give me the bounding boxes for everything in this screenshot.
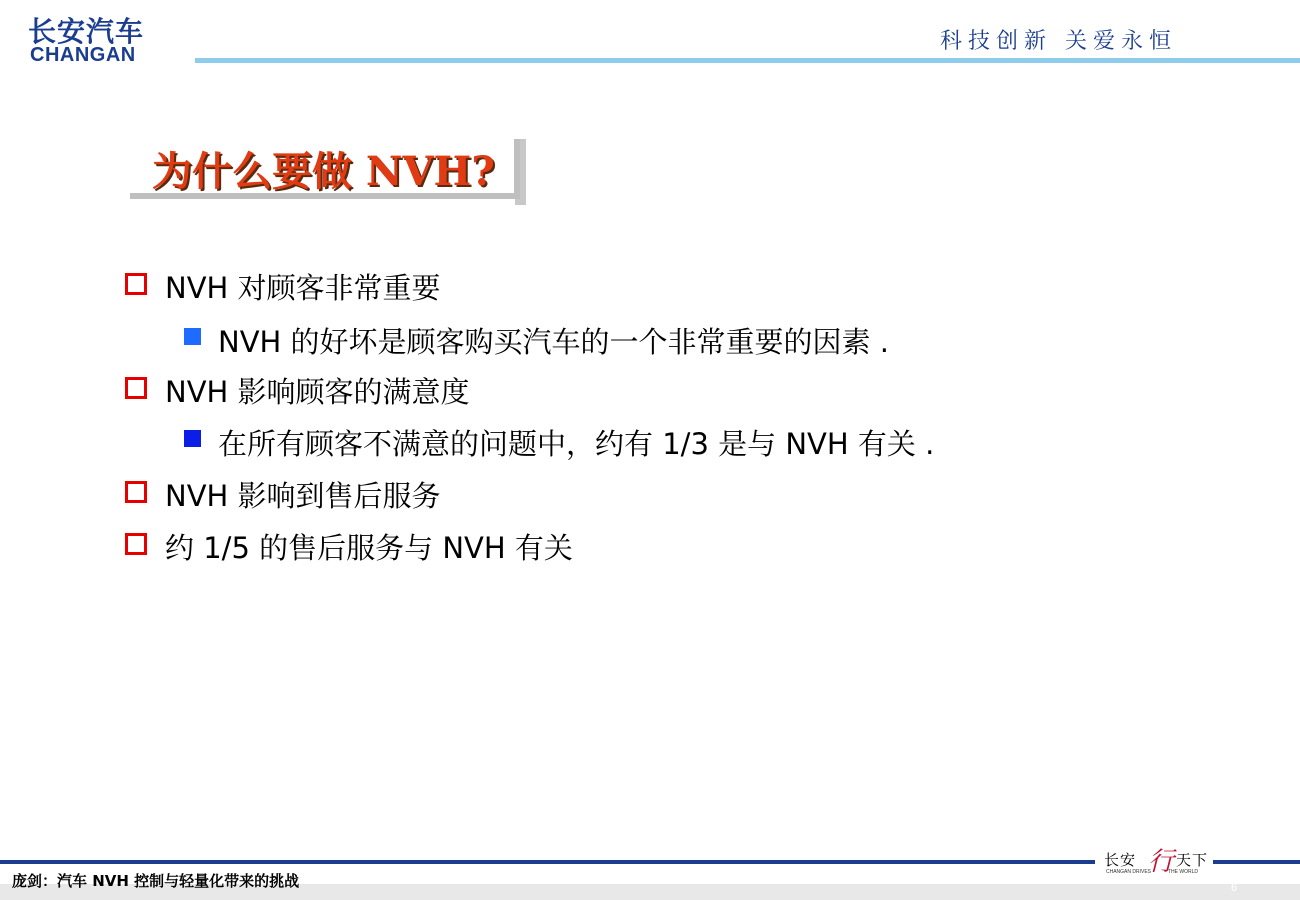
brand-logo (1104, 843, 1212, 877)
red-square-bullet-icon (125, 377, 147, 399)
blue-square-bullet-icon (184, 430, 201, 447)
slide-title: 为什么要做 NVH? (152, 148, 495, 195)
brand-text-right: 天下 (1176, 851, 1209, 869)
logo-chinese: 长安汽车 (28, 15, 145, 48)
bullet-text: NVH 影响到售后服务 (165, 479, 441, 513)
footer-divider (0, 860, 1095, 864)
bullet-text: NVH 对顾客非常重要 (165, 271, 441, 305)
red-square-bullet-icon (125, 273, 147, 295)
brand-calligraphy: 行 (1148, 847, 1175, 877)
header-divider (195, 58, 1300, 63)
red-square-bullet-icon (125, 481, 147, 503)
red-square-bullet-icon (125, 533, 147, 555)
footer-divider-right (1213, 860, 1300, 864)
brand-text-left: 长安 (1104, 851, 1137, 869)
brand-english-right: THE WORLD (1168, 869, 1198, 875)
blue-square-bullet-icon (184, 328, 201, 345)
sub-bullet-text: 在所有顾客不满意的问题中，约有 1/3 是与 NVH 有关 . (218, 427, 935, 461)
slogan: 科技创新 关爱永恒 (940, 29, 1177, 54)
brand-english-left: CHANGAN DRIVES (1106, 869, 1152, 875)
bullet-text: NVH 影响顾客的满意度 (165, 375, 470, 409)
bullet-text: 约 1/5 的售后服务与 NVH 有关 (165, 531, 573, 565)
page-number: 6 (1231, 882, 1238, 894)
logo-english: CHANGAN (30, 44, 136, 66)
sub-bullet-text: NVH 的好坏是顾客购买汽车的一个非常重要的因素 . (218, 325, 889, 359)
footer-caption: 庞剑：汽车 NVH 控制与轻量化带来的挑战 (12, 872, 300, 890)
